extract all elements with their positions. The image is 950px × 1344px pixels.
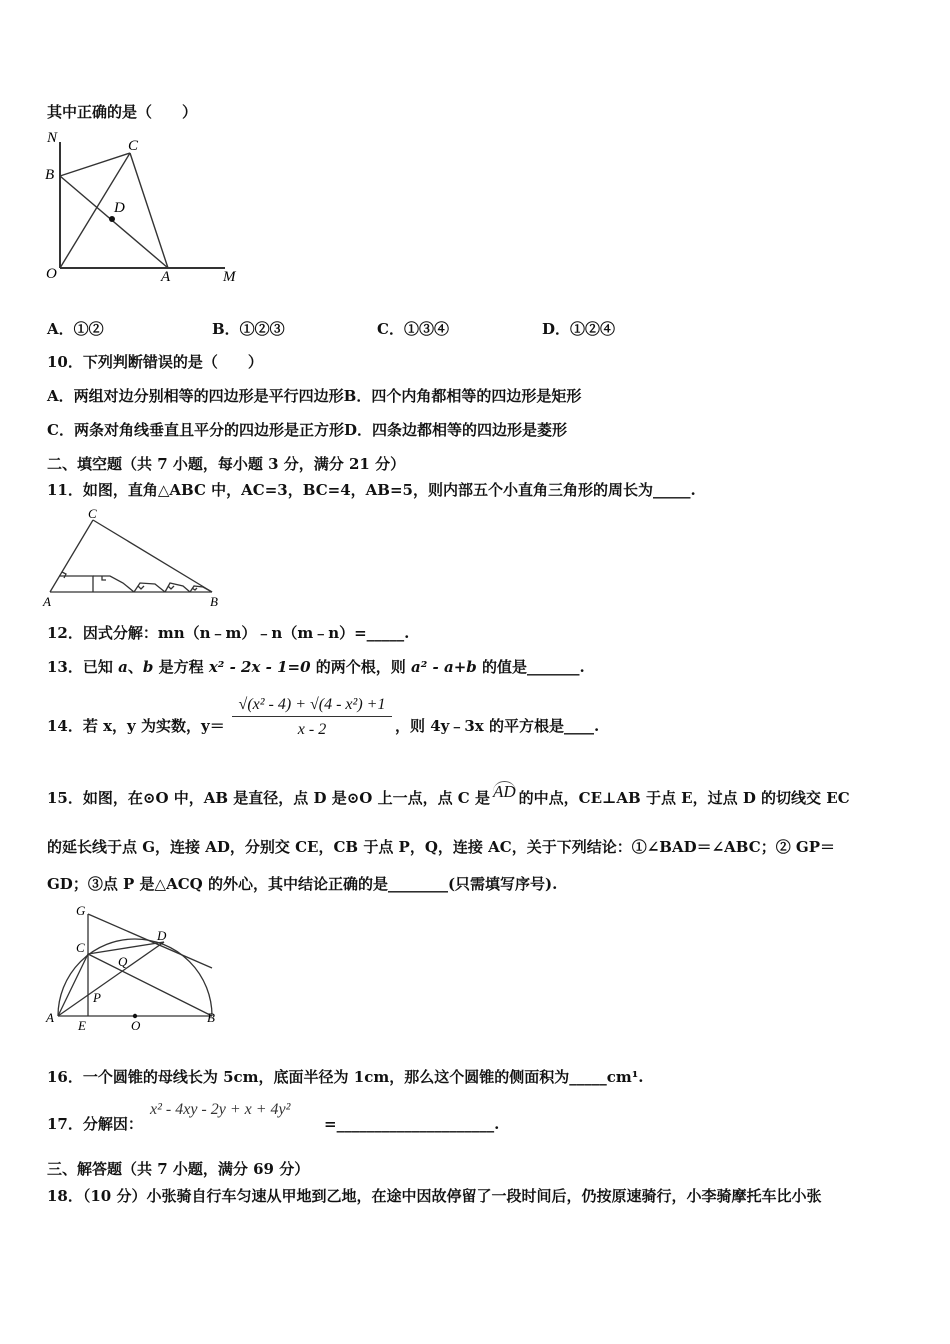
q17-prefix: 17．分解因： [47,1115,143,1133]
q9-label-B: B [45,167,55,183]
q14-suffix: ，则 4y﹣3x 的平方根是____. [395,717,600,735]
q9-option-d: D．①②④ [542,320,616,338]
q14-prefix: 14．若 x，y 为实数，y＝ [47,717,225,735]
q9-label-O: O [46,266,57,282]
q14-denominator: x - 2 [232,716,392,739]
q15-figure [40,902,230,1034]
q14-fraction [232,696,392,739]
q9-option-c: C．①③④ [377,320,449,338]
q15-line2: 的延长线于点 G，连接 AD，分别交 CE，CB 于点 P，Q，连接 AC，关于下列结论：①∠BAD＝∠ABC；② GP＝ [47,838,836,856]
q14-numerator: √(x² - 4) + √(4 - x²) +1 [238,696,386,713]
q13-mid: 是方程 [158,658,204,676]
q15-label-C: C [76,940,85,955]
q15-arc-ad: AD [492,782,516,801]
q10-stem: 10．下列判断错误的是（ ） [47,353,263,371]
q18-stem: 18．（10 分）小张骑自行车匀速从甲地到乙地，在途中因故停留了一段时间后，仍按原速骑行，小李骑摩托车比小张 [47,1187,822,1205]
q15-label-P: P [93,990,101,1005]
q10-options-row1: A．两组对边分别相等的四边形是平行四边形B．四个内角都相等的四边形是矩形 [47,387,582,405]
q12-stem: 12．因式分解：mn（n﹣m）﹣n（m﹣n）=_____. [47,624,410,642]
q15-line1 [47,782,850,808]
q13-sep: 、 [127,658,143,676]
q13-expression: a² - a+b [411,658,477,676]
q13-var-b: b [142,658,154,676]
q11-stem: 11．如图，直角△ABC 中，AC=3，BC=4，AB=5，则内部五个小直角三角形的周长为_____. [47,481,696,499]
q11-figure [40,506,230,610]
q9-label-C: C [128,138,139,154]
q13-mid2: 的两个根，则 [315,658,406,676]
section-2-heading: 二、填空题（共 7 小题，每小题 3 分，满分 21 分） [47,455,406,473]
section-3-heading: 三、解答题（共 7 小题，满分 69 分） [47,1160,310,1178]
q17-formula: x² - 4xy - 2y + x + 4y² [150,1101,291,1118]
q15-label-O: O [131,1018,141,1033]
q13-prefix: 13．已知 [47,658,113,676]
q9-label-D: D [114,200,125,216]
q15-line1-a: 15．如图，在⊙O 中，AB 是直径，点 D 是⊙O 上一点，点 C 是 [47,789,490,807]
q15-label-E: E [78,1018,86,1033]
q9-figure [40,128,250,286]
q13-var-a: a [118,658,128,676]
q15-label-A: A [46,1010,54,1025]
q13-equation: x² - 2x - 1=0 [208,658,311,676]
q9-label-A: A [161,269,171,285]
q13-suffix: 的值是_______. [482,658,585,676]
q15-label-D: D [157,928,167,943]
q15-label-Q: Q [118,954,128,969]
q9-lead: 其中正确的是（ ） [47,103,198,121]
q17-suffix: =_____________________. [324,1115,500,1133]
q13-stem [47,657,585,677]
q11-label-B: B [210,594,218,609]
q10-options-row2: C．两条对角线垂直且平分的四边形是正方形D．四条边都相等的四边形是菱形 [47,421,567,439]
q15-label-B: B [207,1010,215,1025]
q9-label-N: N [47,130,58,146]
q15-line1-b: 的中点，CE⊥AB 于点 E，过点 D 的切线交 EC [518,789,850,807]
q15-line3: GD；③点 P 是△ACQ 的外心，其中结论正确的是________(只需填写序号). [47,875,558,893]
q11-label-C: C [88,506,97,521]
q15-label-G: G [76,903,86,918]
q16-stem: 16．一个圆锥的母线长为 5cm，底面半径为 1cm，那么这个圆锥的侧面积为_____cm¹. [47,1068,644,1086]
q9-option-a: A．①② [47,320,104,338]
q9-option-b: B．①②③ [212,320,285,338]
q11-label-A: A [43,594,51,609]
q9-label-M: M [223,269,236,285]
